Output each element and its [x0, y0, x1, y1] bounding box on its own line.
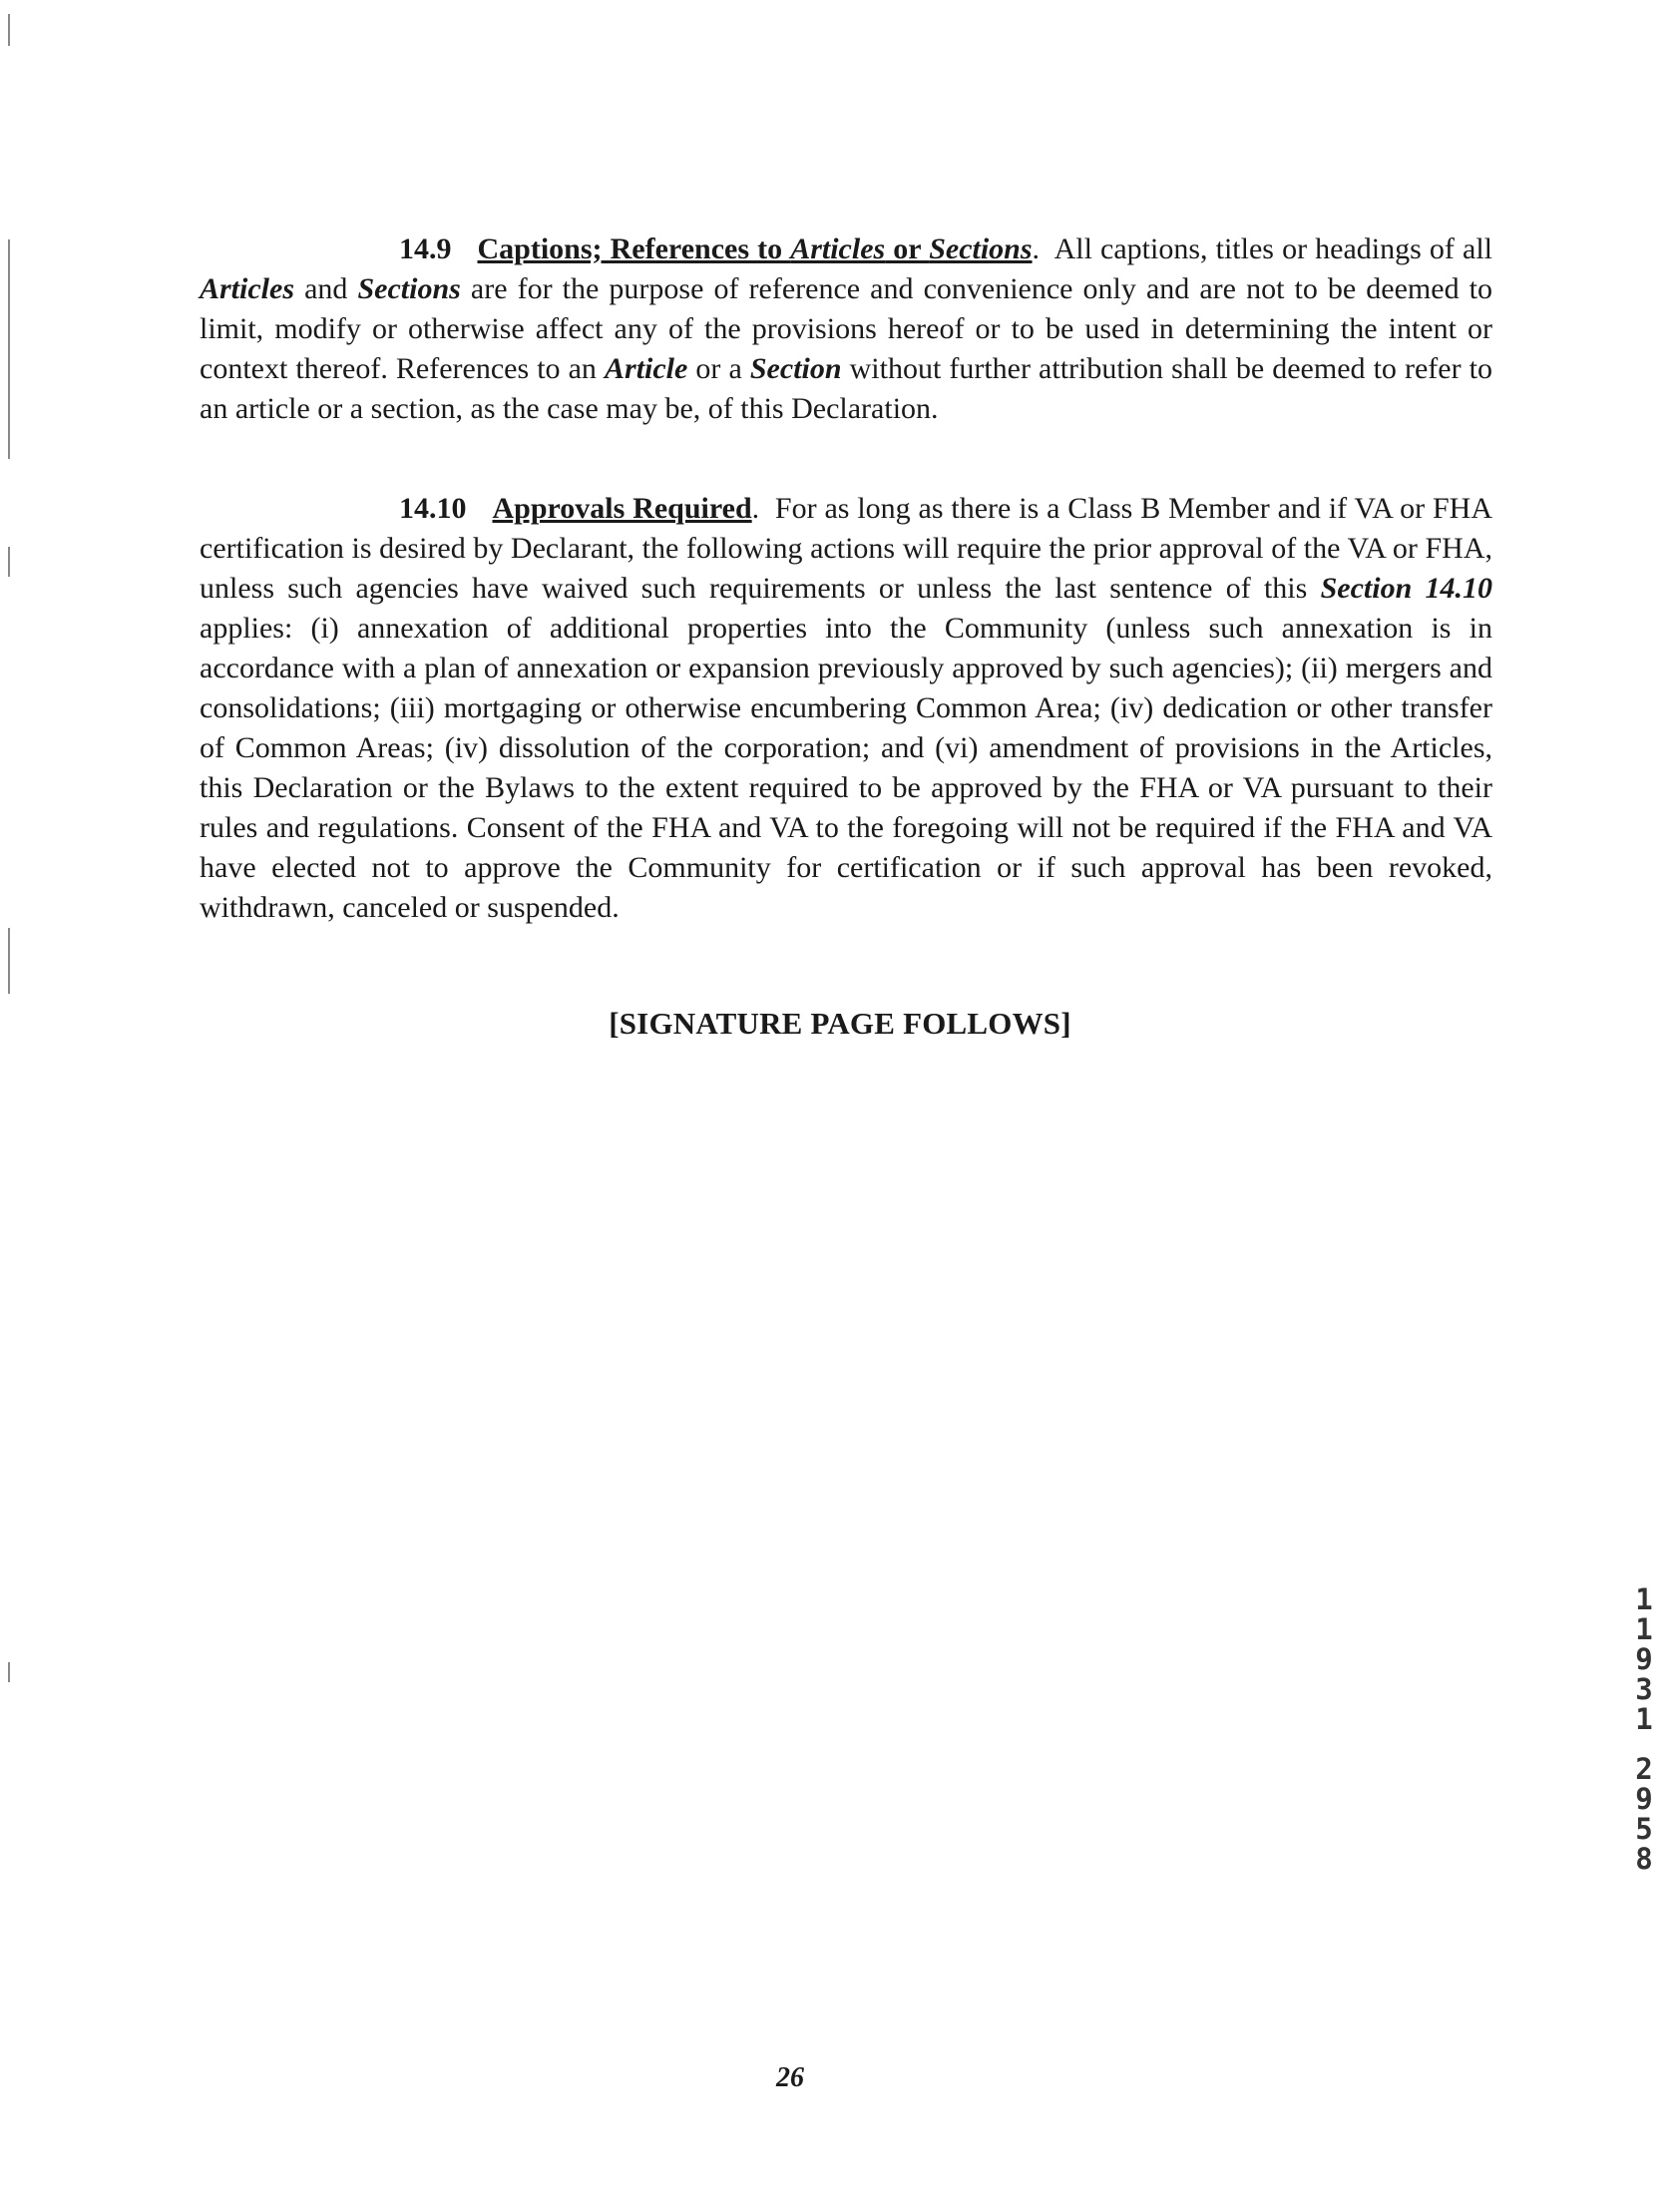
recording-stamp	[1624, 1584, 1664, 1874]
signature-page-notice: [SIGNATURE PAGE FOLLOWS]	[609, 1006, 1071, 1041]
scan-artifact	[8, 239, 10, 459]
stamp-digit: 1	[1635, 1612, 1653, 1646]
stamp-digit: 8	[1635, 1842, 1653, 1876]
section-heading: Captions; References to Articles or Sections	[477, 232, 1033, 265]
section-14-9-paragraph: 14.9 Captions; References to Articles or Sections. All captions, titles or headings of all Articles and Sections are for the purpose of reference and convenience only and are not to be deemed to limit, modify or otherwise affect any of the provisions hereof or to be used in determining the intent or context thereof. References to an Article or a Section without further attribution shall be deemed to refer to an article or a section, as the case may be, of this Declaration.	[200, 232, 1493, 425]
section-number: 14.9	[399, 232, 452, 265]
section-heading: Approvals Required	[492, 492, 752, 525]
page-number: 26	[776, 2062, 804, 2093]
stamp-digit: 9	[1635, 1782, 1653, 1816]
stamp-digit: 9	[1635, 1642, 1653, 1676]
stamp-digit: 5	[1635, 1812, 1653, 1846]
stamp-digit: 2	[1635, 1752, 1653, 1786]
section-14-10-paragraph: 14.10 Approvals Required. For as long as there is a Class B Member and if VA or FHA certification is desired by Declarant, the following actions will require the prior approval of the VA or FHA, unless such agencies have waived such requirements or unless the last sentence of this Section 14.10 applies: (i) annexation of additional properties into the Community (unless such annexation is in accordance with a plan of annexation or expansion previously approved by such agencies); (ii) mergers and consolidations; (iii) mortgaging or otherwise encumbering Common Area; (iv) dedication or other transfer of Common Areas; (iv) dissolution of the corporation; and (vi) amendment of provisions in the Articles, this Declaration or the Bylaws to the extent required to be approved by the FHA or VA pursuant to their rules and regulations. Consent of the FHA and VA to the foregoing will not be required if the FHA and VA have elected not to approve the Community for certification or if such approval has been revoked, withdrawn, canceled or suspended.	[200, 492, 1493, 924]
scan-artifact	[8, 547, 10, 577]
section-number: 14.10	[399, 492, 467, 525]
scan-artifact	[8, 928, 10, 994]
scan-artifact	[8, 1662, 10, 1682]
scan-artifact	[8, 14, 10, 46]
stamp-digit: 1	[1635, 1582, 1653, 1616]
stamp-digit: 3	[1635, 1672, 1653, 1706]
stamp-digit: 1	[1635, 1702, 1653, 1736]
